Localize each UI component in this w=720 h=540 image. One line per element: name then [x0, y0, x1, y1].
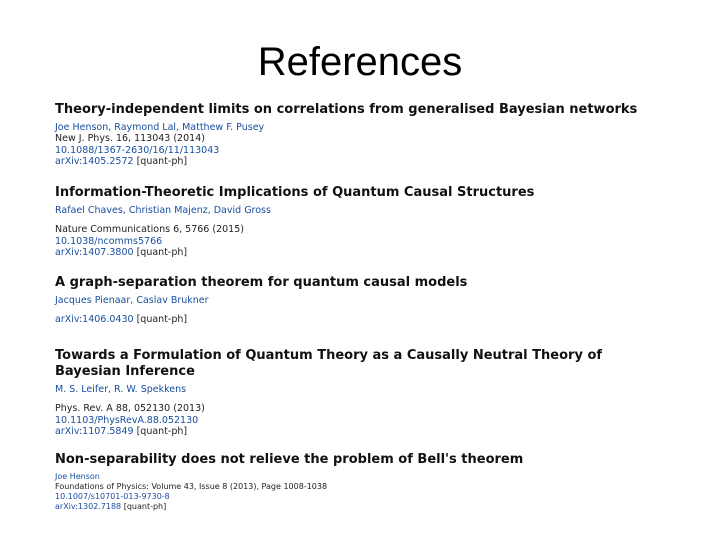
reference-authors[interactable]: Joe Henson, Raymond Lal, Matthew F. Pusey [55, 122, 265, 133]
reference-entry [55, 348, 655, 438]
reference-arxiv-category: [quant-ph] [123, 502, 167, 511]
reference-arxiv-link[interactable]: arXiv:1107.5849 [55, 426, 134, 437]
reference-entry [55, 275, 655, 326]
reference-journal: Foundations of Physics: Volume 43, Issue 8 (2013), Page 1008-1038 [55, 482, 328, 491]
reference-authors[interactable]: Rafael Chaves, Christian Majenz, David Gross [55, 205, 271, 216]
reference-arxiv-link[interactable]: arXiv:1302.7188 [55, 502, 122, 511]
reference-journal: Phys. Rev. A 88, 052130 (2013) [55, 403, 205, 414]
reference-journal: Nature Communications 6, 5766 (2015) [55, 224, 244, 235]
reference-title[interactable]: A graph-separation theorem for quantum causal models [55, 275, 468, 290]
reference-authors[interactable]: M. S. Leifer, R. W. Spekkens [55, 384, 187, 395]
reference-title[interactable]: Information-Theoretic Implications of Quantum Causal Structures [55, 185, 535, 200]
reference-arxiv-category: [quant-ph] [136, 247, 188, 258]
reference-entry [55, 102, 655, 168]
reference-arxiv-category: [quant-ph] [136, 314, 188, 325]
reference-title[interactable]: Non-separability does not relieve the problem of Bell's theorem [55, 452, 524, 467]
reference-journal: New J. Phys. 16, 113043 (2014) [55, 133, 205, 144]
reference-doi-link[interactable]: 10.1088/1367-2630/16/11/113043 [55, 144, 220, 156]
reference-doi-link[interactable]: 10.1007/s10701-013-9730-8 [55, 492, 170, 501]
reference-doi-link[interactable]: 10.1038/ncomms5766 [55, 235, 163, 247]
reference-arxiv-category: [quant-ph] [136, 156, 188, 167]
reference-arxiv-link[interactable]: arXiv:1406.0430 [55, 314, 134, 325]
reference-arxiv-category: [quant-ph] [136, 426, 188, 437]
reference-authors[interactable]: Joe Henson [55, 472, 100, 481]
reference-arxiv-link[interactable]: arXiv:1407.3800 [55, 247, 134, 258]
reference-arxiv-link[interactable]: arXiv:1405.2572 [55, 156, 134, 167]
reference-authors[interactable]: Jacques Pienaar, Caslav Brukner [55, 295, 209, 306]
reference-entry [55, 452, 655, 512]
reference-title[interactable]: Theory-independent limits on correlations from generalised Bayesian networks [55, 102, 638, 117]
reference-entry [55, 185, 655, 259]
reference-doi-link[interactable]: 10.1103/PhysRevA.88.052130 [55, 414, 199, 426]
slide-title: References [257, 40, 463, 84]
reference-title[interactable]: Towards a Formulation of Quantum Theory as a Causally Neutral Theory of Bayesian Inference [55, 348, 603, 379]
